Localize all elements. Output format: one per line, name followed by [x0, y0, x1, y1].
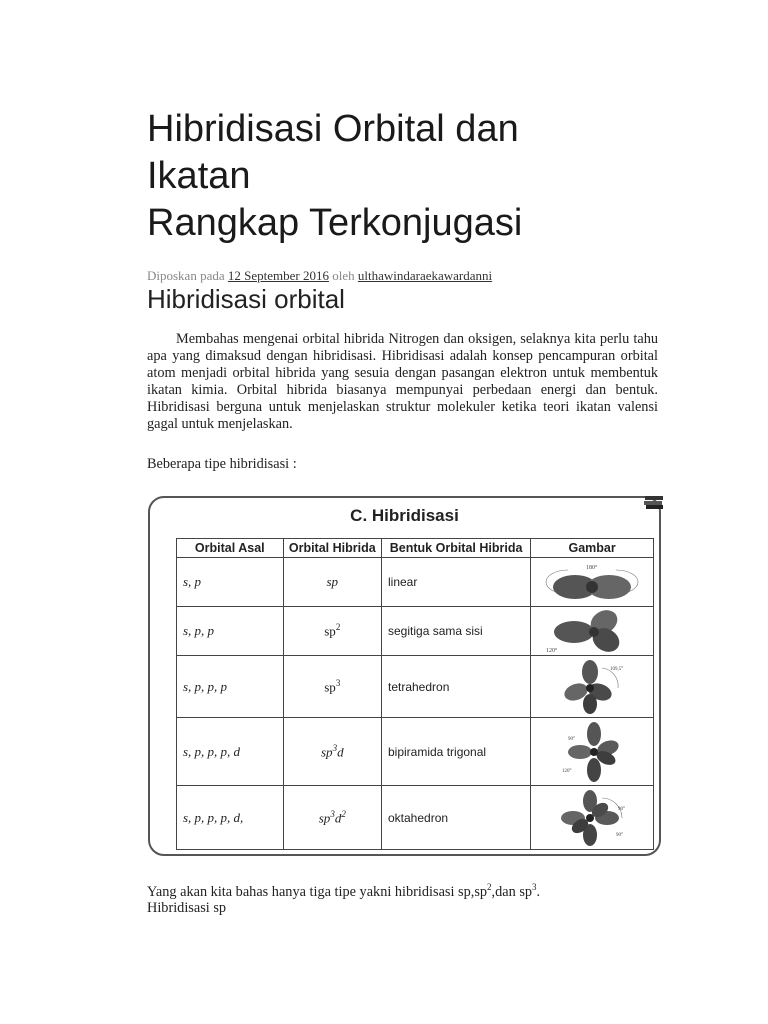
cell-orbital-hibrida: sp [283, 558, 381, 607]
linear-orbital-illustration [542, 560, 642, 604]
cell-gambar [531, 558, 654, 607]
cell-orbital-asal: s, p, p, p, d, [177, 786, 284, 850]
angle-label: 120° [546, 648, 558, 654]
angle-label: 180° [586, 565, 598, 571]
cell-bentuk: segitiga sama sisi [382, 607, 531, 656]
header-orbital-asal: Orbital Asal [177, 539, 284, 558]
angle-label: 90° [568, 736, 576, 742]
article-title [147, 106, 522, 247]
intro-paragraph: Membahas mengenai orbital hibrida Nitrogen dan oksigen, selaknya kita perlu tahu apa yang dimaksud dengan hibridisasi. Hibridisasi adalah konsep pencampuran orbital atom menjadi orbital hibrida yang sesuia dengan pasangan elektron untuk membentuk ikatan kimia. Orbital hibrida biasanya mempunyai perbedaan energi dan bentuk. Hibridisasi berguna untuk menjelaskan struktur molekuler ketika teori ikatan valensi gagal untuk menjelaskan. [147, 331, 658, 432]
table-row [177, 656, 654, 718]
trigonal-bipyramidal-orbital-illustration [552, 720, 632, 784]
cell-orbital-asal: s, p, p, p, d [177, 718, 284, 786]
cell-gambar [531, 607, 654, 656]
cell-bentuk: bipiramida trigonal [382, 718, 531, 786]
cell-orbital-asal: s, p, p [177, 607, 284, 656]
title-line: Rangkap Terkonjugasi [147, 202, 523, 244]
trigonal-planar-orbital-illustration [542, 608, 642, 654]
title-line: Ikatan [147, 155, 251, 197]
cell-orbital-hibrida: $sp^3$ [283, 656, 381, 718]
author-link[interactable]: ulthawindaraekawardanni [357, 268, 493, 283]
meta-prefix: Diposkan pada [147, 268, 225, 283]
cell-orbital-asal: s, p, p, p [177, 656, 284, 718]
table-header-row [177, 539, 654, 558]
cell-bentuk: tetrahedron [382, 656, 531, 718]
octahedral-orbital-illustration [550, 788, 634, 848]
cell-gambar [531, 656, 654, 718]
angle-label: 109,5° [610, 666, 624, 672]
header-orbital-hibrida: Orbital Hibrida [283, 539, 381, 558]
cell-gambar [531, 718, 654, 786]
hybridization-table [176, 538, 654, 850]
figure-title: C. Hibridisasi [350, 506, 459, 525]
table-row [177, 607, 654, 656]
meta-by: oleh [332, 268, 355, 283]
post-meta [147, 268, 492, 284]
table-row [177, 786, 654, 850]
table-row [177, 718, 654, 786]
angle-label: 120° [562, 768, 572, 774]
cell-orbital-hibrida: $sp^3d^2$ [283, 786, 381, 850]
cell-bentuk: oktahedron [382, 786, 531, 850]
header-bentuk: Bentuk Orbital Hibrida [382, 539, 531, 558]
header-gambar: Gambar [531, 539, 654, 558]
list-intro: Beberapa tipe hibridisasi : [147, 456, 297, 472]
cell-bentuk: linear [382, 558, 531, 607]
cell-orbital-asal: s, p [177, 558, 284, 607]
cell-orbital-hibrida: $sp^2$ [283, 607, 381, 656]
summary-text: Yang akan kita bahas hanya tiga tipe yakni hibridisasi $sp,sp^2,dan$ $sp^3$. [147, 882, 541, 900]
title-line: Hibridisasi Orbital dan [147, 108, 519, 150]
angle-label: 90° [618, 806, 626, 812]
section-heading: Hibridisasi orbital [147, 284, 345, 314]
post-date-link[interactable]: 12 September 2016 [227, 268, 329, 283]
hybridization-figure [148, 496, 661, 856]
cell-orbital-hibrida: $sp^3d$ [283, 718, 381, 786]
table-row [177, 558, 654, 607]
subheading-sp: Hibridisasi sp [147, 900, 227, 916]
cell-gambar [531, 786, 654, 850]
tetrahedral-orbital-illustration [552, 658, 632, 716]
angle-label: 90° [616, 832, 624, 838]
